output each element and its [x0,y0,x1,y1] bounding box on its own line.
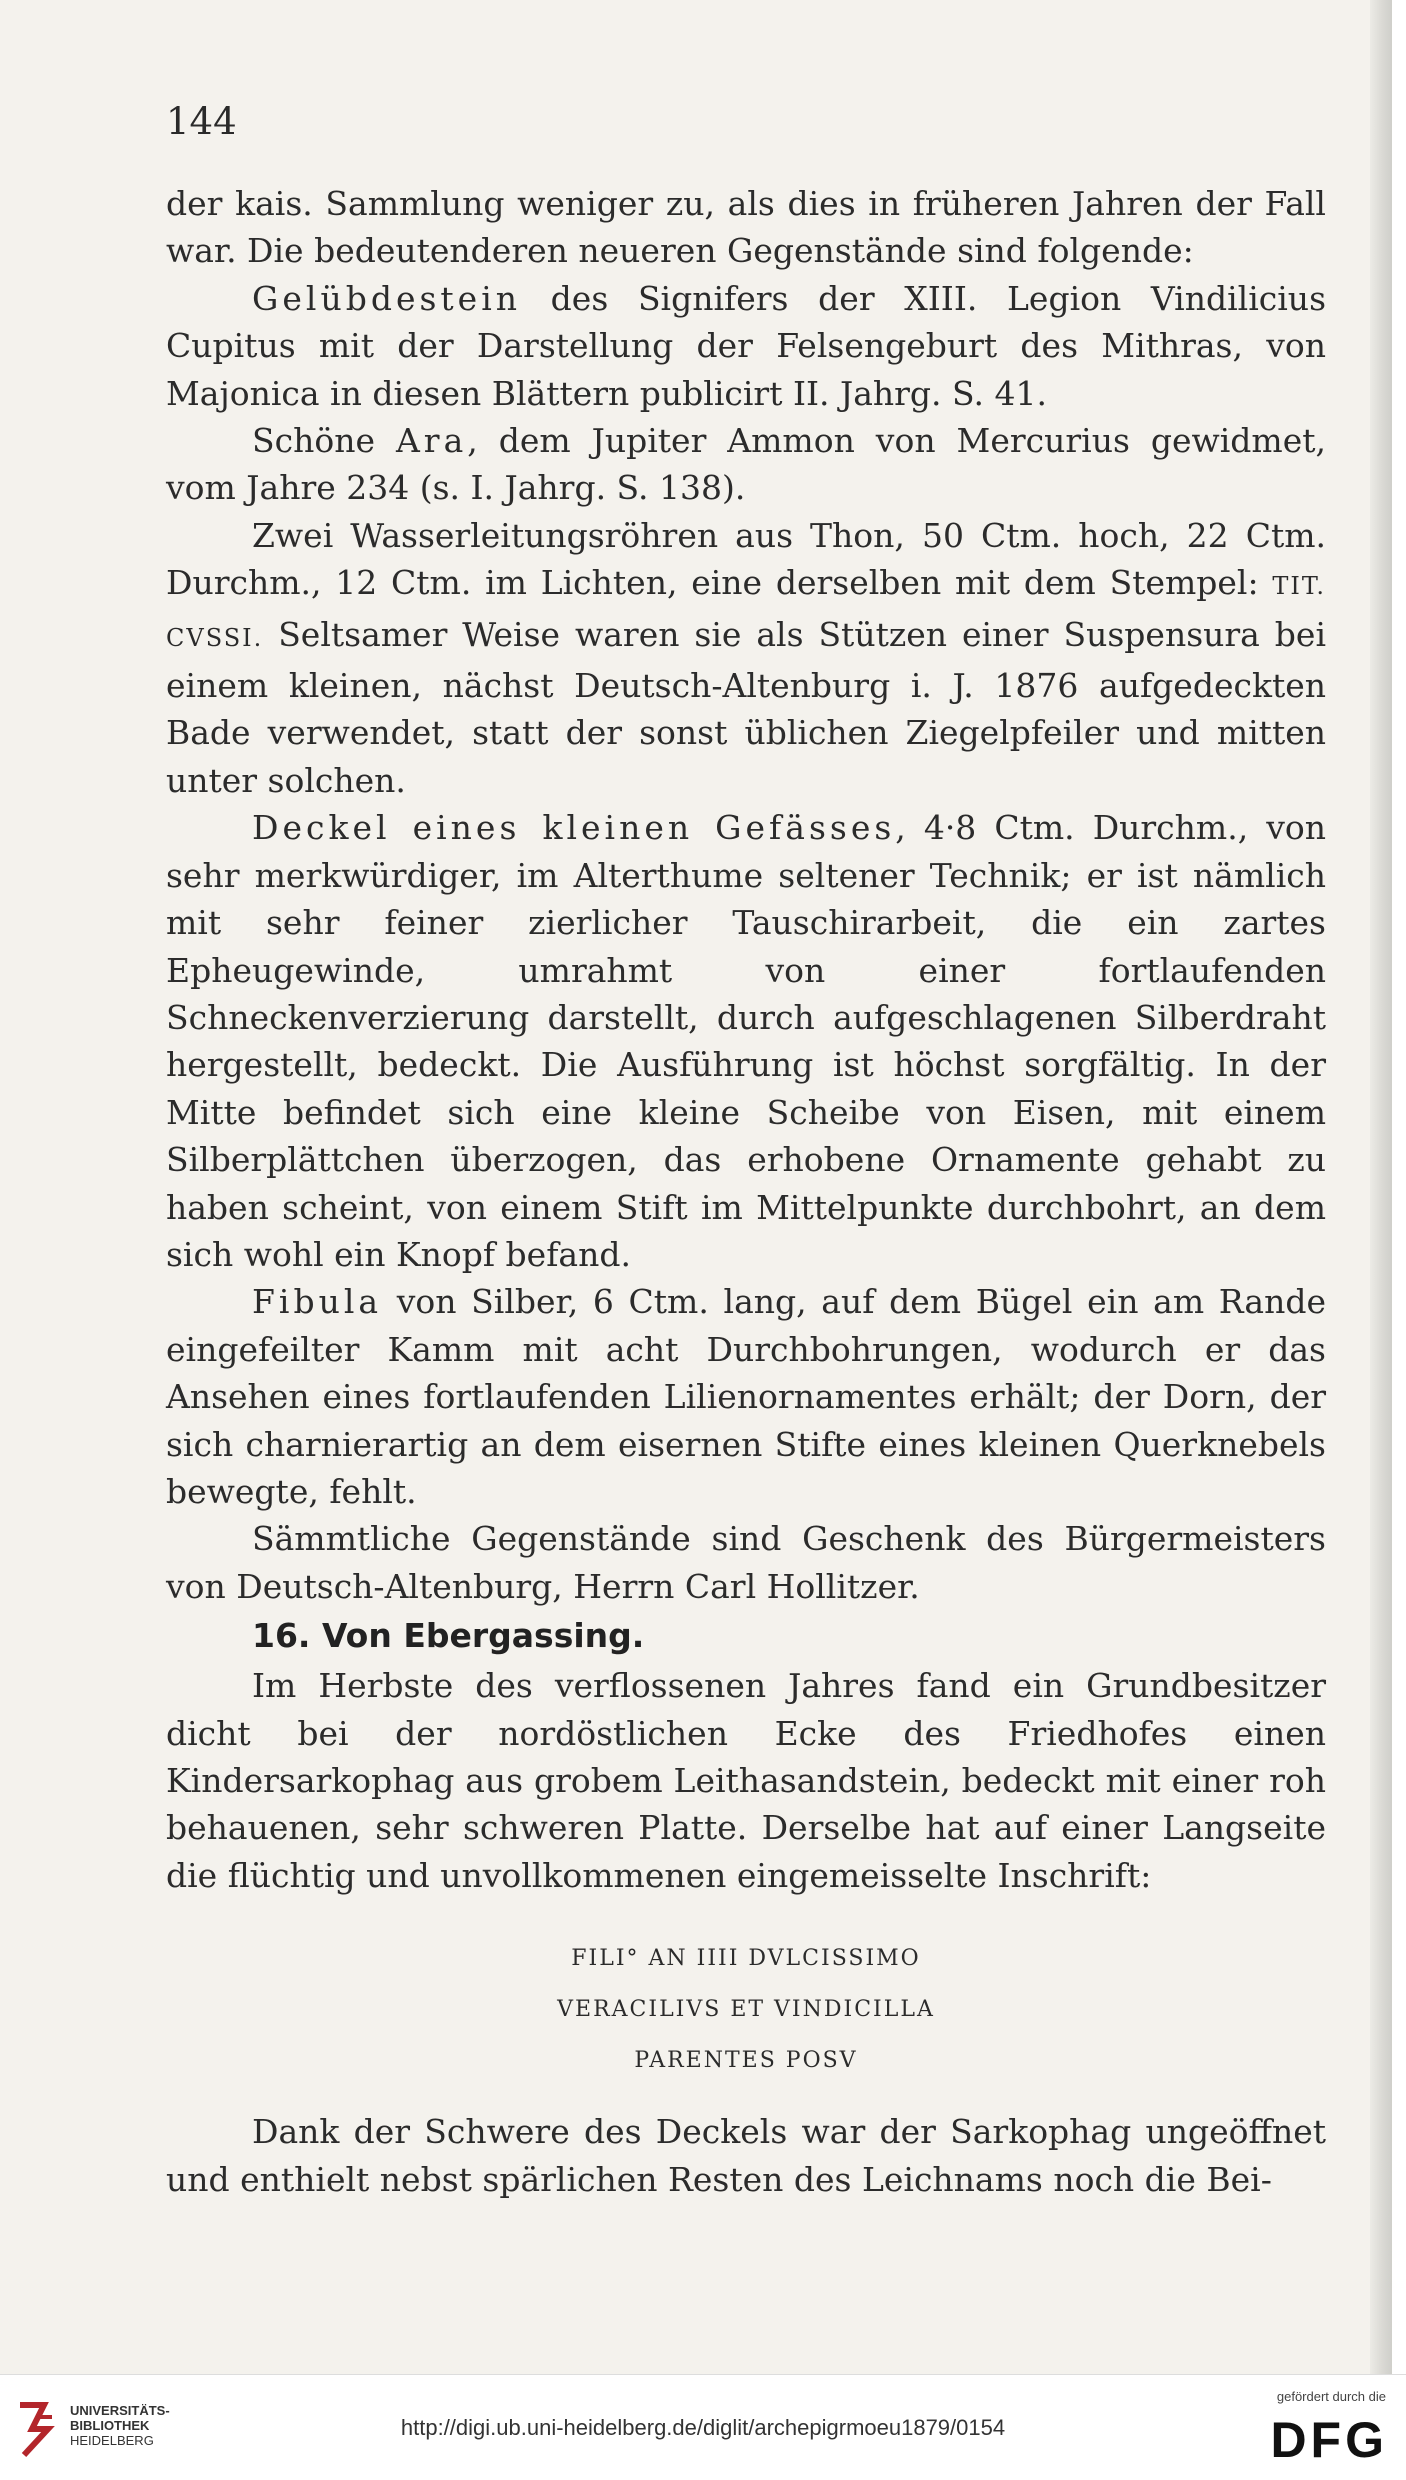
item-term: Ara [395,421,468,461]
paragraph-intro: der kais. Sammlung weniger zu, als dies in früheren Jahren der Fall war. Die bedeutenderen neueren Gegenstände sind folgende: [166,184,1326,271]
inscription [166,1933,1326,2086]
paragraph-geschenk: Sämmtliche Gegenstände sind Geschenk des Bürgermeisters von Deutsch-Altenburg, Herrn Carl Hollitzer. [166,1519,1326,1606]
item-term: Deckel eines kleinen Gefässes [252,808,896,848]
paragraph-ara: Schöne Ara, dem Jupiter Ammon von Mercurius gewidmet, vom Jahre 234 (s. I. Jahrg. S. 138). [166,421,1327,508]
paragraph-wasserleitung: Zwei Wasserleitungsröhren aus Thon, 50 Ctm. hoch, 22 Ctm. Durchm., 12 Ctm. im Lichten, eine derselben mit dem Stempel: TIT. CVSSI. Seltsamer Weise waren sie als Stützen einer Suspensura bei einem kleinen, nächst Deutsch-Altenburg i. J. 1876 aufgedeckten Bade verwendet, statt der sonst üblichen Ziegelpfeiler und mitten unter solchen. [166,515,1326,800]
inscription-line: PARENTES POSV [634,2048,858,2074]
paragraph-ebergassing: Im Herbste des verflossenen Jahres fand ein Grundbesitzer dicht bei der nordöstlichen Ecke des Friedhofes einen Kindersarkophag aus grobem Leithasandstein, bedeckt mit einer roh behauenen, sehr schweren Platte. Derselbe hat auf einer Langseite die flüchtig und unvollkommenen eingemeisselte Inschrift: [166,1666,1326,1895]
inscription-line: VERACILIVS ET VINDICILLA [557,1997,935,2023]
item-term: Fibula [252,1282,383,1322]
stamp-text: TIT. CVSSI. [166,572,1326,652]
library-name: UNIVERSITÄTS- BIBLIOTHEK HEIDELBERG [70,2403,170,2448]
page-edge [1370,0,1392,2374]
item-term: Gelübdestein [252,278,522,318]
paragraph-fibula: Fibula von Silber, 6 Ctm. lang, auf dem Bügel ein am Rande eingefeilter Kamm mit acht Durchbohrungen, wodurch er das Ansehen eines fortlaufenden Lilienornamentes erhält; der Dorn, der sich charnierartig an dem eisernen Stifte eines kleinen Querknebels bewegte, fehlt. [166,1282,1326,1511]
source-url-link[interactable]: http://digi.ub.uni-heidelberg.de/diglit/archepigrmoeu1879/0154 [400,2415,1006,2440]
paragraph-gelubdestein: Gelübdestein des Signifers der XIII. Legion Vindilicius Cupitus mit der Darstellung der Felsengeburt des Mithras, von Majonica in diesen Blättern publicirt II. Jahrg. S. 41. [166,278,1326,413]
paragraph-closing: Dank der Schwere des Deckels war der Sarkophag ungeöffnet und enthielt nebst spärlichen Resten des Leichnams noch die Bei- [166,2112,1326,2199]
footer-bar [0,2374,1406,2480]
body-text [166,180,1326,2203]
paragraph-deckel: Deckel eines kleinen Gefässes, 4·8 Ctm. Durchm., von sehr merkwürdiger, im Alterthume seltener Technik; er ist nämlich mit sehr feiner zierlicher Tauschirarbeit, die ein zartes Epheugewinde, umrahmt von einer fortlaufenden Schneckenverzierung darstellt, durch aufgeschlagenen Silberdraht hergestellt, bedeckt. Die Ausführung ist höchst sorgfältig. In der Mitte befindet sich eine kleine Scheibe von Eisen, mit einem Silberplättchen überzogen, das erhobene Ornamente gehabt zu haben scheint, von einem Stift im Mittelpunkte durchbohrt, an dem sich wohl ein Knopf befand. [166,808,1326,1274]
inscription-line: FILI° AN IIII DVLCISSIMO [571,1946,921,1972]
section-heading: 16. Von Ebergassing. [252,1616,645,1656]
dfg-label: gefördert durch die [1276,2389,1386,2404]
dfg-logo: DFG [1270,2412,1388,2468]
page-number: 144 [166,100,237,143]
